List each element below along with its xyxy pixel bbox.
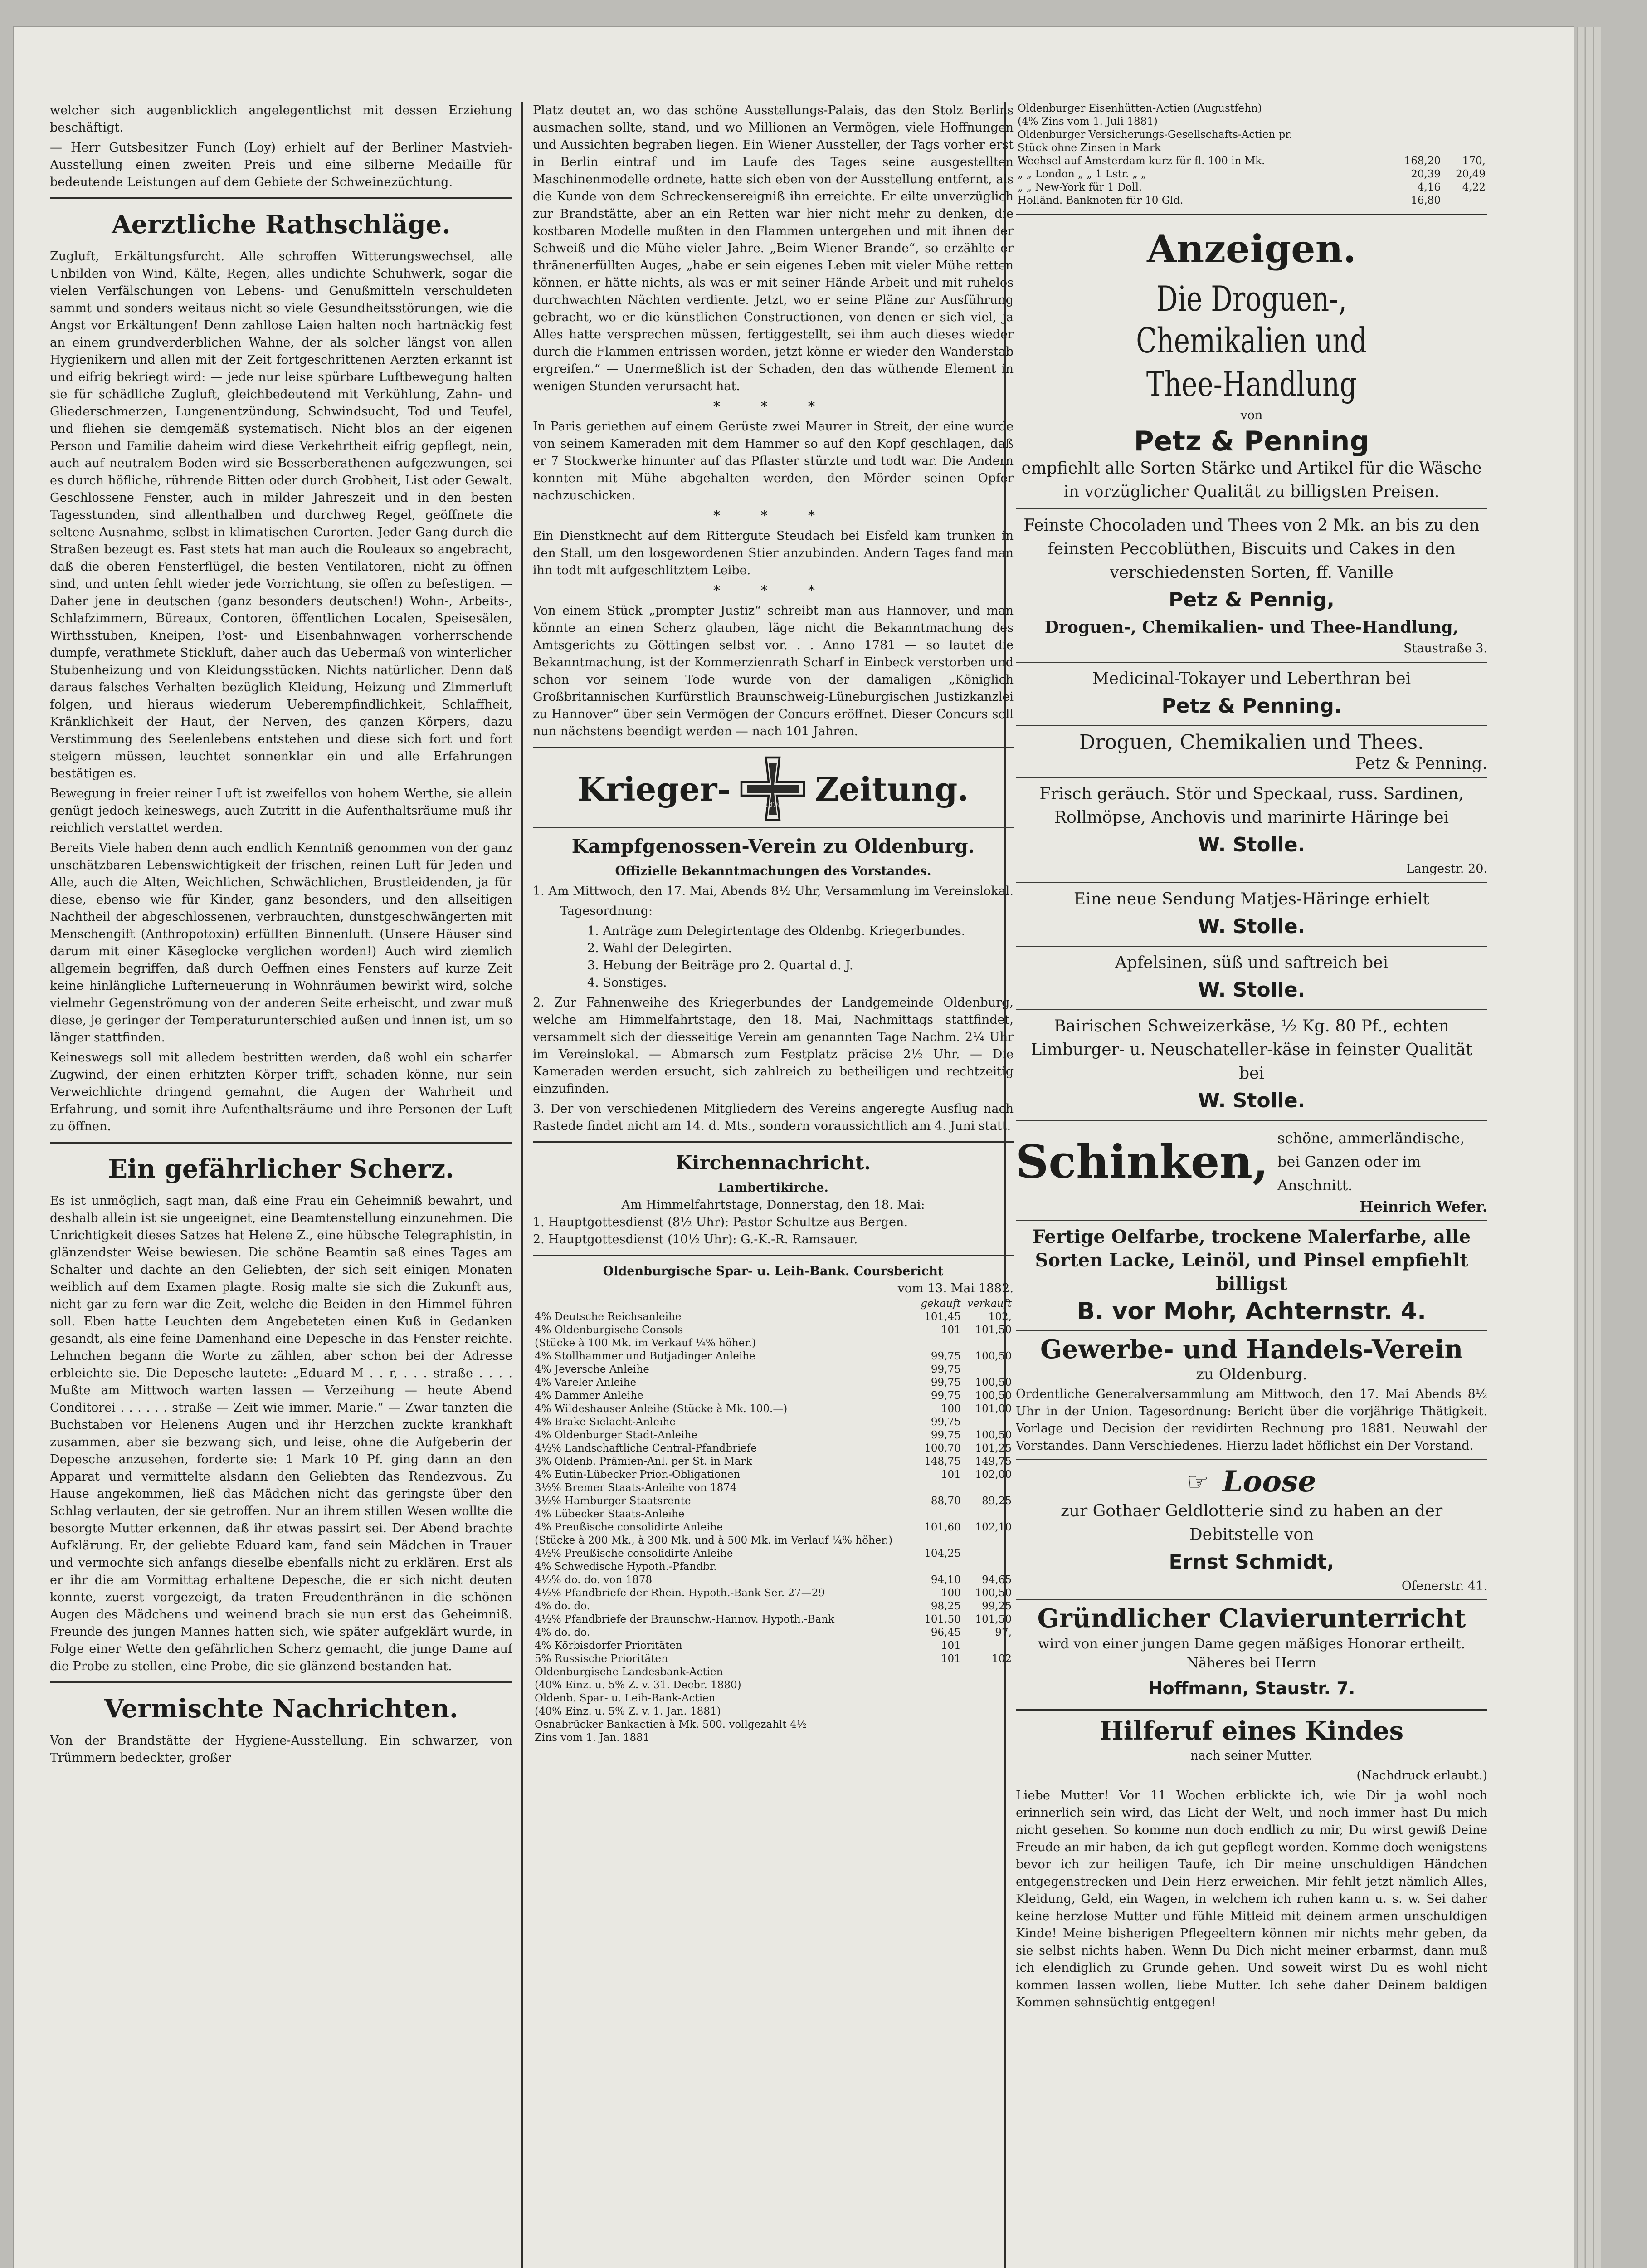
table-row (533, 1337, 1014, 1350)
ad-text: Feinste Chocoladen und Thees von 2 Mk. an bis zu den feinsten Peccoblüthen, Biscuits und Cakes in den verschiedensten Sorten, ff. Vanille (1023, 516, 1480, 582)
divider (533, 1141, 1014, 1143)
column-divider (521, 102, 523, 2268)
sell-rate (963, 1731, 1014, 1745)
buy-rate: 100,70 (924, 1442, 961, 1454)
agenda-item: 1. Anträge zum Delegirtentage des Oldenbg. Kriegerbundes. (587, 924, 965, 938)
page-edge (1593, 27, 1601, 2268)
ad-name: Heinrich Wefer. (1360, 1198, 1487, 1215)
security-name: (40% Einz. u. 5% Z. v. 31. Decbr. 1880) (535, 1679, 741, 1691)
ad-name: Petz & Penning. (1161, 694, 1342, 718)
notice-text: 1. Am Mittwoch, den 17. Mai, Abends 8½ Uhr, Versammlung im Vereinslokal. (533, 884, 1014, 898)
security-name: 3% Oldenb. Prämien-Anl. per St. in Mark (535, 1456, 752, 1467)
table-title: Oldenburgische Spar- u. Leih-Bank. Coursbericht (603, 1264, 944, 1278)
buy-rate: 98,25 (931, 1600, 961, 1612)
buy-rate: 99,75 (931, 1350, 961, 1362)
divider (1016, 882, 1487, 883)
table-row (533, 1574, 1014, 1587)
ad-text: Droguen-, Chemikalien- und Thee-Handlung, (1044, 618, 1459, 637)
security-name: 4% Brake Sielacht-Anleihe (535, 1416, 676, 1428)
column-1 (50, 102, 512, 1769)
security-name: 4% Vareler Anleihe (535, 1377, 637, 1388)
ad-heading: Gründlicher Clavierunterricht (1037, 1603, 1466, 1633)
text: — Herr Gutsbesitzer Funch (Loy) erhielt auf der Berliner Mastvieh-Ausstellung einen zweiten Preis und eine silberne Medaille für bedeutende Leistungen auf dem Gebiete der Schweinezüchtung. (50, 141, 512, 189)
ad-text: wird von einer jungen Dame gegen mäßiges Honorar ertheilt. Näheres bei Herrn (1038, 1636, 1466, 1671)
sell-rate: 100,50 (975, 1350, 1012, 1362)
table-row (533, 1534, 1014, 1547)
sell-rate: 100,50 (975, 1377, 1012, 1388)
buy-rate: 100 (940, 1403, 961, 1415)
divider (1016, 1599, 1487, 1600)
article-text: Bereits Viele haben denn auch endlich Kenntniß genommen von der ganz unschätzbaren Lebenswichtigkeit der frischen, reinen Luft für Jeden und Alle, auch die Alten, Weichlichen, Schwächlichen, Brustleidenden, ja für diese, ebenso wie für Kinder, ganz besonders, und den allseitigen Nachtheil der abgeschlossenen, verbrauchten, dunstgeschwängerten mit Menschengift (Anthropotoxin) erfüllten Binnenluft. (Unsere Häuser sind darum mit einer Käseglocke verglichen worden!) Auch wird ziemlich allgemein begriffen, daß durch Oeffnen eines Fensters auf kurze Zeit keine hinlängliche Lufterneuerung in Wohnräumen bewirkt wird, solche vielmehr Gegenströmung von der anderen Seite erheischt, und zwar muß diese, je geringer der Temperaturunterschied außen und innen ist, um so länger stattfinden. (50, 841, 512, 1045)
sell-rate (963, 1481, 1014, 1495)
article-text: Platz deutet an, wo das schöne Ausstellungs-Palais, das den Stolz Berlins ausmachen sollte, stand, und wo Millionen an Vermögen, viele Hoffnungen und Aussichten begraben liegen. Ein Wiener Aussteller, der Tags vorher erst in Berlin eintraf und im Laufe des Tages seine ausgestellten Maschinenmodelle ordnete, hatte sich eben von der Ausstellung entfernt, als die Kunde von dem Schreckensereigniß ihn erreichte. Er eilte unverzüglich zur Brandstätte, aber an ein Retten war hier nicht mehr zu denken, die kostbaren Modelle mußten in den Flammen untergehen und mit ihnen der Schweiß und die Mühe vieler Jahre. „Beim Wiener Brande“, so erzählte er thränenerfüllten Auges, „habe er sein eigenes Leben mit vieler Mühe retten können, er hätte nichts, als was er mit seiner Hände Arbeit und mit ruhelos durchwachten Nächten verdiente. Jetzt, wo er seine Pläne zur Ausführung gebracht, wo er die künstlichen Constructionen, von denen er sich viel, ja Alles hatte versprechen müssen, fertiggestellt, sei ihm auch dieses wieder durch die Flammen entrissen worden, jetzt könne er wieder den Wanderstab ergreifen.“ — Unermeßlich ist der Schaden, den das wüthende Element in wenigen Stunden verursacht hat. (533, 103, 1014, 393)
table-row (533, 1560, 1014, 1574)
section-heading: Ein gefährlicher Scherz. (108, 1154, 454, 1184)
buy-rate (1389, 115, 1443, 128)
article-text: Von der Brandstätte der Hygiene-Ausstellung. Ein schwarzer, von Trümmern bedeckter, großer (50, 1734, 512, 1765)
page-edge (1585, 27, 1593, 2268)
buy-rate: 100 (940, 1587, 961, 1599)
security-name: 4% do. do. (535, 1600, 590, 1612)
article-text: Zugluft, Erkältungsfurcht. Alle schroffen Witterungswechsel, alle Unbilden von Wind, Kälte, Regen, alles undichte Schuhwerk, sogar die vielen Verfälschungen von Lebens- und Genußmitteln verschuldeten sammt und sonders weitaus nicht so viele Gesundheitsstörungen, wie die Angst vor Erkältungen! Denn zahllose Laien halten noch hartnäckig fest an einem grundverderblichen Wahne, der als solcher längst von allen Hygienikern und allen mit der Zeit fortgeschrittenen Aerzten erkannt ist und eifrig bekriegt wird: — jede nur leise spürbare Luftbewegung halten sie für schädliche Zugluft, gleichbedeutend mit Verkühlung, Zahn- und Gliederschmerzen, Lungenentzündung, Schwindsucht, Tod und Teufel, und fliehen sie demgemäß systematisch. Nicht blos an der eigenen Person und Familie daheim wird diese Verkehrtheit eifrig gepflegt, nein, auch auf neutralem Boden wird sie Besserberathenen aufgezwungen, sei es durch höfliche, rührende Bitten oder durch Grobheit, List oder Gewalt. Geschlossene Fenster, auch in milder Jahreszeit und in den besten Tagesstunden, sind allenthalben und durchweg Regel, geöffnete die seltene Ausnahme, selbst in klimatischen Curorten. Jeder Gang durch die Straßen bezeugt es. Fast stets hat man auch die Rouleaux so angebracht, daß die oberen Fensterflügel, die besten Ventilatoren, nicht zu öffnen sind, und unten fehlt wieder jede Vorrichtung, sie offen zu befestigen. — Daher jene in deutschen (ganz besonders deutschen!) Wohn-, Arbeits-, Schlafzimmern, Büreaux, Contoren, öffentlichen Localen, Speisesälen, Wirthsstuben, Kneipen, Post- und Eisenbahnwagen vorherrschende dumpfe, verathmete Stickluft, daher auch das Uebermaß von winterlicher Stubenheizung und von Kleidungsstücken. Nichts natürlicher. Denn daß daraus falsches Verhalten bezüglich Kleidung, Heizung und Zimmerluft folgen, und hieraus wiederum Ueberempfindlichkeit, Schlaffheit, Kränklichkeit der Haut, der Nerven, des ganzen Körpers, dazu Verstimmung des Seelenlebens entstehen und diese sich fort und fort steigern müssen, leuchtet sonnenklar ein und alle Erfahrungen bestätigen es. (50, 249, 512, 781)
security-name: „ „ New-York für 1 Doll. (1018, 181, 1142, 193)
ad-heading: Gewerbe- und Handels-Verein (1040, 1334, 1463, 1364)
divider (1016, 214, 1487, 215)
table-row (533, 1639, 1014, 1652)
agenda-item: 2. Wahl der Delegirten. (587, 941, 732, 955)
table-row (533, 1376, 1014, 1389)
ad-text: nach seiner Mutter. (1190, 1749, 1313, 1763)
divider (1016, 725, 1487, 726)
sell-rate (963, 1416, 1014, 1429)
agenda-item: 3. Hebung der Beiträge pro 2. Quartal d. J. (587, 958, 853, 973)
divider (533, 827, 1014, 828)
page-edge (1577, 27, 1584, 2268)
security-name: (Stücke à 200 Mk., à 300 Mk. und à 500 Mk. im Verlauf ¼% höher.) (535, 1535, 893, 1546)
article-text: Es ist unmöglich, sagt man, daß eine Frau ein Geheimniß bewahrt, und deshalb allein ist sie ungeeignet, eine Beamtenstellung einzunehmen. Die Unrichtigkeit dieses Satzes hat Helene Z., eine hübsche Telegraphistin, in glänzendster Weise bewiesen. Die schöne Beamtin saß eines Tages am Schalter und dachte an den Geliebten, der sich seit einigen Monaten weiblich auf dem Examen plagte. Rosig malte sie sich die Zukunft aus, nicht gar zu fern war die Zeit, welche die Beiden in den Himmel führen soll. Eben hatte Leuchten dem Angebeteten einen Kuß in Gedanken gesandt, als eine feine Damenhand eine Depesche in das Fenster reichte. Lehnchen begann die Worte zu zählen, aber schon bei der Adresse erbleichte sie. Die Depesche lautete: „Eduard M . . r, . . . straße . . . . Mußte am Mittwoch warten lassen — Verzeihung — heute Abend Conditorei . . . . . . straße — Zeit wie immer. Marie.“ — Zwar tanzten die Buchstaben vor Helenens Augen und ihr Herzchen zuckte krankhaft zusammen, aber sie bezwang sich, und leise, ohne die Aufgeberin der Depesche anzusehen, forderte sie: 1 Mark 10 Pf. ging dann an den Apparat und vermittelte alsdann den Geliebten das Rendezvous. Zu Hause angekommen, ließ das Mädchen nicht das geringste über den Schlag verlauten, der sie getroffen. Nur an ihrem stillen Wesen wollte die besorgte Mutter erkennen, daß ihr etwas passirt sei. Der Abend brachte Aufklärung. Er, der geliebte Eduard kam, fand sein Mädchen in Trauer und vermochte sich anfangs dieselbe ebenfalls nicht zu erklären. Erst als er ihr die am Vormittag erhaltene Depesche, die er sich nicht deuten konnte, zuerst vorgezeigt, da traten Freudenthränen in die schönen Augen des Mädchens und weinend brach sie nun erst das Geheimniß. Freunde des jungen Mannes hatten sich, wie später aufgeklärt wurde, in Folge einer Wette den gefährlichen Scherz gemacht, die junge Dame auf die Probe zu stellen, eine Probe, die sie glänzend bestanden hat. (50, 1194, 512, 1673)
sell-rate: 101,50 (975, 1613, 1012, 1625)
ad-schinken (1016, 1125, 1487, 1198)
ad-text: Eine neue Sendung Matjes-Häringe erhielt (1073, 890, 1430, 909)
security-name: 4% Preußische consolidirte Anleihe (535, 1521, 723, 1533)
ad-drogen-title: Die Droguen-, Chemikalien und (1136, 279, 1367, 361)
krieger-zeitung-masthead (533, 755, 1014, 823)
table-row (1016, 128, 1487, 142)
ad-loose (1016, 1465, 1487, 1499)
security-name: Oldenburger Eisenhütten-Actien (Augustfehn) (1018, 103, 1262, 114)
service-date: Am Himmelfahrtstage, Donnerstag, den 18. Mai: (621, 1198, 925, 1212)
buy-rate: 99,75 (931, 1364, 961, 1375)
buy-rate: 96,45 (931, 1627, 961, 1638)
church-name: Lambertikirche. (718, 1181, 828, 1195)
ads-heading: Anzeigen. (1147, 226, 1356, 271)
buy-rate (916, 1705, 962, 1718)
buy-rate (916, 1337, 962, 1350)
table-row (533, 1468, 1014, 1481)
buy-rate (1389, 102, 1443, 115)
divider (1016, 1459, 1487, 1460)
security-name: (4% Zins vom 1. Juli 1881) (1018, 116, 1158, 127)
buy-rate: 20,39 (1411, 168, 1441, 180)
security-name: (40% Einz. u. 5% Z. v. 1. Jan. 1881) (535, 1706, 721, 1717)
table-row (533, 1521, 1014, 1534)
sell-rate (963, 1547, 1014, 1560)
year-label: 1870 (764, 800, 782, 808)
ad-text: Ordentliche Generalversammlung am Mittwoch, den 17. Mai Abends 8½ Uhr in der Union. Tagesordnung: Bericht über die vorjährige Thätigkeit. Vorlage und Decision der revidirten Rechnung pro 1881. Neuwahl der Vorstandes. Dann Verschiedenes. Hierzu ladet höflichst ein Der Vorstand. (1016, 1387, 1487, 1453)
sell-rate (1442, 142, 1487, 155)
ad-name: W. Stolle. (1198, 915, 1306, 938)
sell-rate (963, 1705, 1014, 1718)
table-row (533, 1600, 1014, 1613)
ad-drogen-title: Thee-Handlung (1146, 364, 1357, 404)
divider (1016, 1709, 1487, 1711)
buy-rate (916, 1481, 962, 1495)
security-name: 4% Lübecker Staats-Anleihe (535, 1508, 685, 1520)
buy-rate (916, 1508, 962, 1521)
ad-text: Medicinal-Tokayer und Leberthran bei (1092, 670, 1411, 688)
security-name: Oldenburger Versicherungs-Gesellschafts-Actien pr. (1018, 129, 1292, 141)
security-name: 4% Dammer Anleihe (535, 1390, 643, 1402)
divider (1016, 777, 1487, 778)
security-name: 4% Oldenburger Stadt-Anleihe (535, 1429, 697, 1441)
buy-rate: 4,16 (1417, 181, 1441, 193)
subheading: Offizielle Bekanntmachungen des Vorstandes. (615, 864, 931, 878)
agenda-label: Tagesordnung: (560, 904, 653, 918)
table-header-cell (533, 1297, 916, 1310)
security-name: 4½% Landschaftliche Central-Pfandbriefe (535, 1442, 757, 1454)
table-row (533, 1547, 1014, 1560)
sell-rate: 20,49 (1456, 168, 1486, 180)
article-text: In Paris geriethen auf einem Gerüste zwei Maurer in Streit, der eine wurde von seinem Kameraden mit dem Hammer so auf den Kopf geschlagen, daß er 7 Stockwerke hinunter auf das Pflaster stürzte und todt war. Die Andern konnten mit Mühe abgehalten werden, den Mörder seinen Opfer nachzuschicken. (533, 420, 1014, 503)
security-name: Wechsel auf Amsterdam kurz für fl. 100 in Mk. (1018, 155, 1265, 167)
table-row (533, 1455, 1014, 1468)
buy-rate: 99,75 (931, 1429, 961, 1441)
table-row (533, 1731, 1014, 1745)
sell-rate (1442, 128, 1487, 142)
buy-rate: 99,75 (931, 1390, 961, 1402)
security-name: 4% Oldenburgische Consols (535, 1324, 683, 1336)
buy-rate (916, 1666, 962, 1679)
divider (1016, 946, 1487, 947)
ad-text: zur Gothaer Geldlotterie sind zu haben an der Debitstelle von (1060, 1502, 1443, 1544)
table-row (533, 1679, 1014, 1692)
sell-rate: 149,75 (975, 1456, 1012, 1467)
buy-rate: 101 (940, 1324, 961, 1336)
ad-text: zu Oldenburg. (1196, 1365, 1307, 1383)
divider (533, 747, 1014, 748)
ad-text: Apfelsinen, süß und saftreich bei (1115, 953, 1389, 972)
sell-rate (963, 1639, 1014, 1652)
security-name: 3½% Bremer Staats-Anleihe von 1874 (535, 1482, 737, 1494)
ad-text: empfiehlt alle Sorten Stärke und Artikel für die Wäsche in vorzüglicher Qualität zu billigsten Preisen. (1021, 459, 1482, 501)
ad-address: Staustraße 3. (1403, 641, 1487, 655)
sell-rate: 101,50 (975, 1324, 1012, 1336)
table-row (533, 1310, 1014, 1324)
course-table-continued (1016, 102, 1487, 207)
divider (1016, 662, 1487, 663)
sell-rate: 102, (988, 1311, 1012, 1323)
notice-text: 2. Zur Fahnenweihe des Kriegerbundes der Landgemeinde Oldenburg, welche am Himmelfahrtstage, den 18. Mai, Nachmittags stattfindet, versammelt sich der diesseitige Verein am genannten Tage Nachm. 2¼ Uhr im Vereinslokal. — Abmarsch zum Festplatz präcise 2½ Uhr. — Die Kameraden werden ersucht, sich zahlreich zu betheiligen und rechtzeitig einzufinden. (533, 996, 1014, 1096)
column-3 (1016, 102, 1487, 2014)
course-table (533, 1297, 1014, 1745)
divider (1016, 1120, 1487, 1121)
table-row (533, 1495, 1014, 1508)
buy-rate: 101 (940, 1640, 961, 1652)
sell-rate: 99,25 (982, 1600, 1012, 1612)
buy-rate: 99,75 (931, 1377, 961, 1388)
security-name: 4½% Preußische consolidirte Anleihe (535, 1548, 733, 1559)
buy-rate: 99,75 (931, 1416, 961, 1428)
masthead-right: Zeitung. (815, 769, 969, 808)
buy-rate: 101 (940, 1653, 961, 1665)
ad-name: Petz & Penning (1134, 425, 1369, 457)
sell-rate (963, 1508, 1014, 1521)
article-text: Keineswegs soll mit alledem bestritten werden, daß wohl ein scharfer Zugwind, der einen erhitzten Körper trifft, schaden könne, nur sein Verweichlichte dringend gemahnt, die Augen der Wahrheit und Erfahrung, und somit ihre Aufenthaltsräume und ihre Personen der Luft zu öffnen. (50, 1051, 512, 1134)
sell-rate (1442, 115, 1487, 128)
buy-rate: 94,10 (931, 1574, 961, 1586)
table-row (1016, 142, 1487, 155)
buy-rate (916, 1692, 962, 1705)
divider (533, 1255, 1014, 1256)
sell-rate: 4,22 (1462, 181, 1486, 193)
table-row (533, 1508, 1014, 1521)
sell-rate (963, 1718, 1014, 1731)
sell-rate: 100,50 (975, 1390, 1012, 1402)
table-row (533, 1350, 1014, 1363)
ad-name: Ernst Schmidt, (1169, 1550, 1335, 1574)
ad-note: (Nachdruck erlaubt.) (1356, 1769, 1487, 1783)
table-row (533, 1666, 1014, 1679)
table-date: vom 13. Mai 1882. (897, 1281, 1014, 1295)
masthead-left: Krieger- (577, 769, 731, 808)
table-row (533, 1718, 1014, 1731)
divider (50, 1681, 512, 1683)
security-name: Holländ. Banknoten für 10 Gld. (1018, 195, 1184, 206)
table-row (533, 1705, 1014, 1718)
table-row (533, 1613, 1014, 1626)
table-row (533, 1652, 1014, 1666)
table-row (533, 1403, 1014, 1416)
table-row (1016, 181, 1487, 194)
ad-name: Hoffmann, Staustr. 7. (1148, 1678, 1355, 1698)
buy-rate (916, 1731, 962, 1745)
column-2 (533, 102, 1014, 1745)
security-name: 4½% do. do. von 1878 (535, 1574, 653, 1586)
table-row (533, 1363, 1014, 1376)
ad-heading: Hilferuf eines Kindes (1099, 1716, 1404, 1746)
security-name: 4½% Pfandbriefe der Rhein. Hypoth.-Bank Ser. 27—29 (535, 1587, 825, 1599)
divider (1016, 1009, 1487, 1010)
buy-rate (1389, 142, 1443, 155)
ad-name: W. Stolle. (1198, 1089, 1306, 1112)
security-name: 3½% Hamburger Staatsrente (535, 1495, 691, 1507)
ad-text: Frisch geräuch. Stör und Speckaal, russ. Sardinen, Rollmöpse, Anchovis und marinirte Häringe bei (1039, 785, 1464, 827)
security-name: 4% Jeversche Anleihe (535, 1364, 649, 1375)
sell-rate: 100,50 (975, 1587, 1012, 1599)
sell-rate: 102,10 (975, 1521, 1012, 1533)
table-row (533, 1324, 1014, 1337)
sell-rate: 102 (992, 1653, 1012, 1665)
article-text: Von einem Stück „prompter Justiz“ schreibt man aus Hannover, und man könnte an einen Scherz glauben, läge nicht die Bekanntmachung des Amtsgerichts zu Göttingen selbst vor. . . Anno 1781 — so lautet die Bekanntmachung, ist der Kommerzienrath Scharf in Einbeck verstorben und schon vor seinem Tode wurde von der damaligen „Königlich Großbritannischen Kurfürstlich Braunschweig-Lüneburgischen Justizkanzlei zu Hannover“ über sein Vermögen der Concurs eröffnet. Dieser Concurs soll nun nächstens beendigt werden — nach 101 Jahren. (533, 604, 1014, 738)
divider (1016, 1220, 1487, 1221)
table-header-cell: gekauft (921, 1298, 961, 1310)
buy-rate (916, 1560, 962, 1574)
security-name: Stück ohne Zinsen in Mark (1018, 142, 1161, 154)
ad-big-word: Loose (1222, 1465, 1316, 1499)
ad-text: Fertige Oelfarbe, trockene Malerfarbe, alle Sorten Lacke, Leinöl, und Pinsel empfiehlt billigst (1032, 1226, 1471, 1295)
iron-cross-icon (739, 755, 807, 823)
sell-rate (963, 1363, 1014, 1376)
buy-rate (916, 1534, 962, 1547)
ad-name: B. vor Mohr, Achternstr. 4. (1077, 1298, 1426, 1325)
pointing-hand-icon: ☞ (1187, 1467, 1209, 1496)
sell-rate: 89,25 (982, 1495, 1012, 1507)
ad-big-word: Schinken, (1016, 1135, 1268, 1188)
table-row (1016, 168, 1487, 181)
buy-rate: 101 (940, 1469, 961, 1481)
sell-rate: 101,00 (975, 1403, 1012, 1415)
separator-stars: * * * (713, 508, 833, 524)
table-row (533, 1587, 1014, 1600)
security-name: 4% Eutin-Lübecker Prior.-Obligationen (535, 1469, 741, 1481)
security-name: 4% Stollhammer und Butjadinger Anleihe (535, 1350, 755, 1362)
divider (50, 197, 512, 199)
table-header-row (533, 1297, 1014, 1310)
ad-name: Petz & Pennig, (1169, 588, 1335, 611)
sell-rate (1442, 102, 1487, 115)
ad-text: Liebe Mutter! Vor 11 Wochen erblickte ich, wie Dir ja wohl noch erinnerlich sein wird, das Licht der Welt, und noch immer hast Du mich nicht gesehen. So komme nun doch endlich zu mir, Du wirst gewiß Deine Freude an mir haben, da ich gut gepflegt worden. Komme doch wenigstens bevor ich zur heiligen Taufe, ich Dir meine unschuldigen Händchen entgegenstrecken und Dein Herz erweichen. Mir fehlt jetzt nämlich Alles, Kleidung, Geld, ein Wagen, in welchem ich ruhen kann u. s. w. Sei daher keine herzlose Mutter und fühle Mitleid mit deinem armen unschuldigen Kinde! Meine bisherigen Pflegeeltern können mir nichts mehr geben, da sie selbst nichts haben. Wenn Du Dich nicht meiner erbarmst, dann muß ich elendiglich zu Grunde gehen. Und soweit wirst Du es wohl nicht kommen lassen wollen, liebe Mutter. Ich sehe daher Deinem baldigen Kommen sehnsüchtig entgegen! (1016, 1789, 1487, 2009)
table-row (533, 1389, 1014, 1403)
article-text: Bewegung in freier reiner Luft ist zweifellos von hohem Werthe, sie allein genügt jedoch keineswegs, auch Zutritt in die Aufenthaltsräume muß ihr reichlich verstattet werden. (50, 787, 512, 835)
table-row (533, 1416, 1014, 1429)
separator-stars: * * * (713, 583, 833, 599)
security-name: 4% Körbisdorfer Prioritäten (535, 1640, 682, 1652)
buy-rate: 101,45 (924, 1311, 961, 1323)
table-row (1016, 194, 1487, 207)
sell-rate (963, 1692, 1014, 1705)
service-item: 1. Hauptgottesdienst (8½ Uhr): Pastor Schultze aus Bergen. (533, 1215, 908, 1229)
table-row (1016, 155, 1487, 168)
security-name: 4% Deutsche Reichsanleihe (535, 1311, 682, 1323)
table-row (1016, 102, 1487, 115)
sell-rate (963, 1337, 1014, 1350)
buy-rate: 148,75 (924, 1456, 961, 1467)
security-name: (Stücke à 100 Mk. im Verkauf ¼% höher.) (535, 1337, 756, 1349)
sell-rate (963, 1679, 1014, 1692)
section-heading: Aerztliche Rathschläge. (112, 210, 451, 240)
buy-rate (916, 1679, 962, 1692)
sell-rate: 97, (995, 1627, 1012, 1638)
security-name: 4% do. do. (535, 1627, 590, 1638)
security-name: „ „ London „ „ 1 Lstr. „ „ (1018, 168, 1147, 180)
divider (50, 1142, 512, 1144)
security-name: 4½% Pfandbriefe der Braunschw.-Hannov. Hypoth.-Bank (535, 1613, 835, 1625)
ad-name: W. Stolle. (1198, 833, 1306, 856)
sell-rate: 102,00 (975, 1469, 1012, 1481)
sell-rate (1442, 194, 1487, 207)
ad-text: von (1240, 408, 1263, 422)
buy-rate: 88,70 (931, 1495, 961, 1507)
text: welcher sich augenblicklich angelegentlichst mit dessen Erziehung beschäftigt. (50, 103, 512, 135)
ad-address: Langestr. 20. (1406, 862, 1487, 876)
divider (1016, 508, 1487, 509)
buy-rate (916, 1718, 962, 1731)
security-name: Oldenb. Spar- u. Leih-Bank-Actien (535, 1692, 716, 1704)
ad-text: Bairischen Schweizerkäse, ½ Kg. 80 Pf., echten Limburger- u. Neuschateller-käse in feinster Qualität bei (1031, 1017, 1472, 1083)
ad-name: Petz & Penning. (1355, 754, 1487, 773)
buy-rate: 168,20 (1404, 155, 1441, 167)
buy-rate: 104,25 (924, 1548, 961, 1559)
agenda-item: 4. Sonstiges. (587, 976, 667, 990)
sell-rate: 94,65 (982, 1574, 1012, 1586)
notice-text: 3. Der von verschiedenen Mitgliedern des Vereins angeregte Ausflug nach Rastede findet nicht am 14. d. Mts., sondern voraussichtlich am 4. Juni statt. (533, 1102, 1014, 1133)
security-name: 4% Schwedische Hypoth.-Pfandbr. (535, 1561, 717, 1573)
table-row (533, 1626, 1014, 1639)
club-heading: Kampfgenossen-Verein zu Oldenburg. (571, 835, 975, 857)
sell-rate (963, 1534, 1014, 1547)
sell-rate: 101,25 (975, 1442, 1012, 1454)
table-row (1016, 115, 1487, 128)
table-row (533, 1481, 1014, 1495)
sell-rate: 170, (1462, 155, 1486, 167)
security-name: Osnabrücker Bankactien à Mk. 500. vollgezahlt 4½ (535, 1719, 807, 1730)
table-header-cell: verkauft (967, 1298, 1012, 1310)
article-text: Ein Dienstknecht auf dem Rittergute Steudach bei Eisfeld kam trunken in den Stall, um den losgewordenen Stier anzubinden. Andern Tages fand man ihn todt mit aufgeschlitztem Leibe. (533, 529, 1014, 577)
table-row (533, 1442, 1014, 1455)
sell-rate (963, 1666, 1014, 1679)
buy-rate (1389, 128, 1443, 142)
service-item: 2. Hauptgottesdienst (10½ Uhr): G.-K.-R. Ramsauer. (533, 1232, 858, 1246)
sell-rate: 100,50 (975, 1429, 1012, 1441)
divider (1016, 1330, 1487, 1331)
security-name: Oldenburgische Landesbank-Actien (535, 1666, 723, 1678)
security-name: Zins vom 1. Jan. 1881 (535, 1732, 650, 1744)
sell-rate (963, 1560, 1014, 1574)
table-row (533, 1429, 1014, 1442)
ad-address: Ofenerstr. 41. (1401, 1579, 1487, 1593)
ad-text: schöne, ammerländische, bei Ganzen oder im Anschnitt. (1277, 1129, 1465, 1194)
ad-name: W. Stolle. (1198, 978, 1306, 1002)
table-row (533, 1692, 1014, 1705)
church-heading: Kirchennachricht. (675, 1152, 871, 1174)
separator-stars: * * * (713, 399, 833, 415)
security-name: 5% Russische Prioritäten (535, 1653, 668, 1665)
buy-rate: 16,80 (1411, 195, 1441, 206)
section-heading: Vermischte Nachrichten. (104, 1694, 458, 1724)
ad-text: Droguen, Chemikalien und Thees. (1079, 731, 1424, 754)
buy-rate: 101,50 (924, 1613, 961, 1625)
security-name: 4% Wildeshauser Anleihe (Stücke à Mk. 100.—) (535, 1403, 788, 1415)
buy-rate: 101,60 (924, 1521, 961, 1533)
